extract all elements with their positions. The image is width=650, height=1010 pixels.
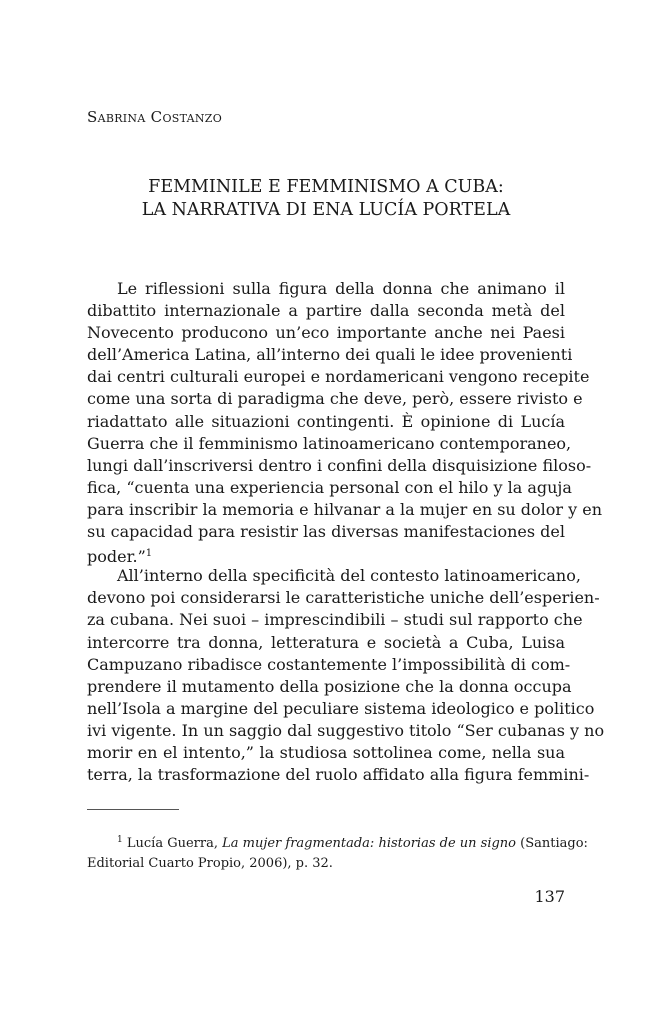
body-line: All’interno della specificità del contesto latinoamericano,: [117, 566, 581, 586]
body-line: dai centri culturali europei e nordamericani vengono recepite: [87, 367, 590, 387]
footnote: [87, 830, 588, 874]
body-line: Guerra che il femminismo latinoamericano contemporaneo,: [87, 433, 572, 453]
author-name: Sabrina Costanzo: [87, 108, 223, 126]
body-line: intercorre tra donna, letteratura e società a Cuba, Luisa: [87, 632, 565, 652]
body-line: za cubana. Nei suoi – imprescindibili – studi sul rapporto che: [87, 610, 583, 630]
body-line: Campuzano ribadisce costantemente l’impossibilità di com-: [87, 654, 571, 674]
footnote-number: 1: [117, 835, 123, 845]
body-line: morir en el intento,” la studiosa sottolinea come, nella sua: [87, 742, 565, 762]
body-line: dell’America Latina, all’interno dei quali le idee provenienti: [87, 345, 573, 365]
body-line: Le riflessioni sulla figura della donna che animano il: [117, 279, 565, 298]
body-line: nell’Isola a margine del peculiare sistema ideologico e politico: [87, 698, 595, 718]
footnote-divider: [87, 809, 179, 810]
body-line: lungi dall’inscriversi dentro i confini della disquisizione filoso-: [87, 455, 592, 475]
body-line: prendere il mutamento della posizione che la donna occupa: [87, 676, 572, 696]
body-line: fica, “cuenta una experiencia personal con el hilo y la aguja: [87, 477, 572, 497]
page-number: 137: [534, 887, 565, 906]
body-line: su capacidad para resistir las diversas manifestaciones del: [87, 522, 565, 542]
body-line: ivi vigente. In un saggio dal suggestivo titolo “Ser cubanas y no: [87, 720, 605, 740]
body-line-text: poder.”: [87, 547, 146, 567]
body-text: [87, 278, 605, 786]
footnote-book-title: La mujer fragmentada: historias de un signo: [222, 836, 516, 851]
body-line: riadattato alle situazioni contingenti. È opinione di Lucía: [87, 411, 565, 431]
footnote-line-2: Editorial Cuarto Propio, 2006), p. 32.: [87, 856, 333, 871]
article-title: [87, 176, 565, 222]
body-line: dibattito internazionale a partire dalla seconda metà del: [87, 301, 565, 321]
body-line: come una sorta di paradigma che deve, però, essere rivisto e: [87, 389, 583, 409]
body-line: para inscribir la memoria e hilvanar a la mujer en su dolor y en: [87, 499, 603, 519]
body-line: terra, la trasformazione del ruolo affidato alla figura femmini-: [87, 765, 590, 785]
body-line: devono poi considerarsi le caratteristiche uniche dell’esperien-: [87, 588, 600, 608]
body-line-with-footnote: [87, 543, 565, 565]
footnote-reference[interactable]: 1: [145, 548, 153, 560]
body-line: Novecento producono un’eco importante anche nei Paesi: [87, 323, 565, 343]
footnote-publisher-start: (Santiago:: [520, 836, 588, 851]
title-line-2: LA NARRATIVA DI ENA LUCÍA PORTELA: [141, 200, 511, 220]
title-line-1: FEMMINILE E FEMMINISMO A CUBA:: [148, 177, 504, 197]
footnote-line-1: [87, 830, 588, 854]
page: [87, 0, 605, 1010]
footnote-author: Lucía Guerra,: [126, 836, 218, 851]
